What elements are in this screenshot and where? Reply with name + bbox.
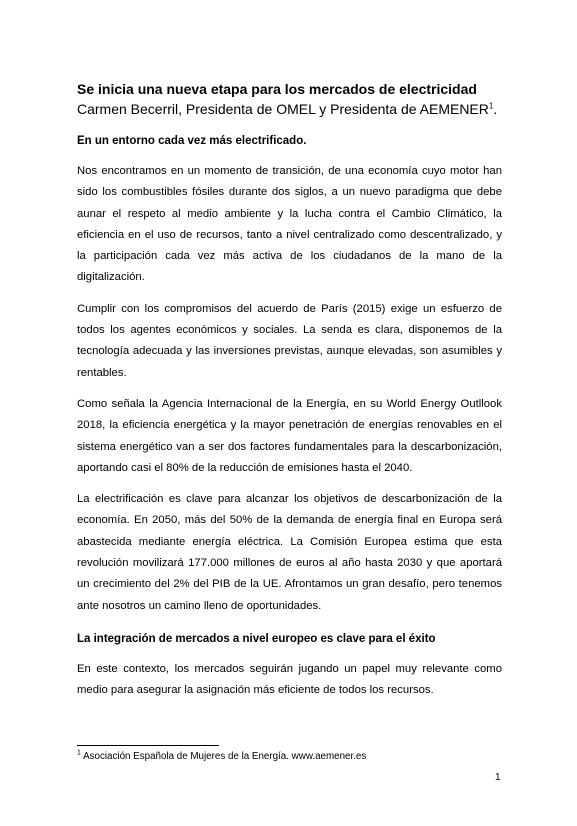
author-line-end: . (493, 101, 498, 117)
paragraph: Como señala la Agencia Internacional de la Energía, en su World Energy Outllook 2018, la eficiencia energética y la mayor penetración de energías renovables en el sistema energético van a ser dos factores fundamentales para la descarbonización, aportando casi el 80% de la reducción de emisiones hasta el 2040. (77, 397, 502, 474)
section-heading-integration: La integración de mercados a nivel europeo es clave para el éxito (77, 632, 436, 645)
footnote (77, 750, 366, 763)
paragraph: En este contexto, los mercados seguirán jugando un papel muy relevante como medio para asegurar la asignación más eficiente de todos los recursos. (77, 662, 502, 697)
page-number: 1 (495, 772, 501, 783)
document-title: Se inicia una nueva etapa para los mercados de electricidad (77, 81, 477, 97)
paragraph: Nos encontramos en un momento de transición, de una economía cuyo motor han sido los combustibles fósiles durante dos siglos, a un nuevo paradigma que debe aunar el respeto al medio ambiente y la lucha contra el Cambio Climático, la eficiencia en el uso de recursos, tanto a nivel centralizado como descentralizado, y la participación cada vez más activa de los ciudadanos de la mano de la digitalización. (77, 165, 502, 284)
paragraph: Cumplir con los compromisos del acuerdo de París (2015) exige un esfuerzo de todos los agentes económicos y sociales. La senda es clara, disponemos de la tecnología adecuada y las inversiones previstas, aunque elevadas, son asumibles y rentables. (77, 302, 502, 379)
paragraph: La electrificación es clave para alcanzar los objetivos de descarbonización de la economía. En 2050, más del 50% de la demanda de energía final en Europa será abastecida mediante energía eléctrica. La Comisión Europea estima que esta revolución movilizará 177.000 millones de euros al año hasta 2030 y que aportará un crecimiento del 2% del PIB de la UE. Afrontamos un gran desafío, pero tenemos ante nosotros un camino lleno de oportunidades. (77, 493, 502, 612)
footnote-separator (77, 745, 219, 746)
footnote-marker: 1 (77, 749, 81, 757)
document-subtitle (77, 100, 502, 119)
footnote-reference: 1 (488, 101, 494, 111)
author-line: Carmen Becerril, Presidenta de OMEL y Presidenta de AEMENER (77, 101, 489, 117)
footnote-text: Asociación Española de Mujeres de la Energía. www.aemener.es (80, 751, 367, 762)
section-heading-electrification: En un entorno cada vez más electrificado. (77, 135, 307, 147)
document-body (77, 80, 502, 702)
